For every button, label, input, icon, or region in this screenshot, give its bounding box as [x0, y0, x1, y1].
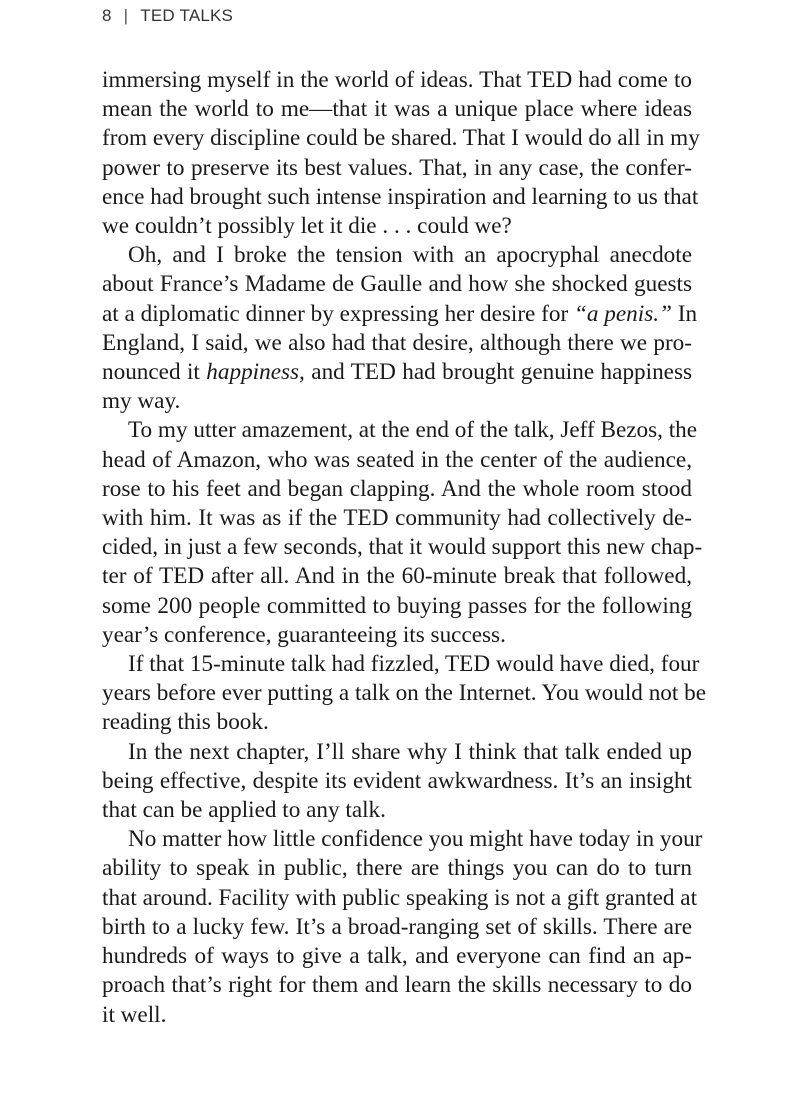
paragraph	[102, 825, 703, 1029]
text-line: hundreds of ways to give a talk, and everyone can find an ap-	[102, 943, 692, 970]
paragraph	[102, 241, 698, 416]
text-line: years before ever putting a talk on the Internet. You would not be	[102, 680, 707, 707]
paragraph	[102, 738, 692, 826]
text-line	[102, 300, 698, 329]
text-line: If that 15-minute talk had fizzled, TED would have died, four	[128, 651, 700, 678]
text-line: head of Amazon, who was seated in the center of the audience,	[102, 446, 692, 473]
text-line: ence had brought such intense inspiration and learning to us that	[102, 183, 699, 210]
text-line: ter of TED after all. And in the 60-minute break that followed,	[102, 563, 692, 590]
header-separator: |	[123, 6, 129, 25]
text-line: rose to his feet and began clapping. And the whole room stood	[102, 475, 692, 502]
text-line: about France’s Madame de Gaulle and how she shocked guests	[102, 271, 692, 298]
text-line: mean the world to me—that it was a unique place where ideas	[102, 96, 692, 123]
paragraph	[102, 66, 700, 241]
page-number: 8	[102, 6, 112, 25]
italic-run: “a penis.”	[573, 300, 672, 327]
paragraph	[102, 650, 707, 738]
text-line: reading this book.	[102, 709, 269, 736]
text-run: nounced it	[102, 359, 207, 386]
book-title: TED TALKS	[140, 6, 234, 25]
running-head	[102, 6, 233, 26]
italic-run: happiness,	[206, 359, 305, 386]
text-line: Oh, and I broke the tension with an apocryphal anecdote	[128, 242, 692, 269]
text-run: In	[671, 300, 698, 327]
paragraph	[102, 416, 703, 650]
text-line: proach that’s right for them and learn the skills necessary to do	[102, 972, 692, 999]
body-text	[102, 66, 707, 1030]
text-line: it well.	[102, 1001, 167, 1028]
text-run: at a diplomatic dinner by expressing her desire for	[102, 300, 574, 327]
text-line: from every discipline could be shared. That I would do all in my	[102, 125, 700, 152]
text-line: power to preserve its best values. That, in any case, the confer-	[102, 154, 692, 181]
text-line: my way.	[102, 388, 181, 415]
text-line: being effective, despite its evident awkwardness. It’s an insight	[102, 767, 692, 794]
text-line: year’s conference, guaranteeing its success.	[102, 621, 506, 648]
text-line: ability to speak in public, there are things you can do to turn	[102, 855, 692, 882]
text-run: and TED had brought genuine happiness	[304, 359, 693, 386]
text-line: birth to a lucky few. It’s a broad-ranging set of skills. There are	[102, 913, 692, 940]
text-line: England, I said, we also had that desire, although there we pro-	[102, 329, 692, 356]
text-line: cided, in just a few seconds, that it would support this new chap-	[102, 534, 703, 561]
text-line: some 200 people committed to buying passes for the following	[102, 592, 692, 619]
text-line: that can be applied to any talk.	[102, 797, 386, 824]
text-line: that around. Facility with public speaking is not a gift granted at	[102, 884, 698, 911]
text-line: we couldn’t possibly let it die . . . could we?	[102, 213, 512, 240]
text-line	[102, 358, 692, 387]
text-line: In the next chapter, I’ll share why I think that talk ended up	[128, 738, 692, 765]
text-line: To my utter amazement, at the end of the talk, Jeff Bezos, the	[128, 417, 698, 444]
text-line: with him. It was as if the TED community had collectively de-	[102, 505, 692, 532]
text-line: immersing myself in the world of ideas. That TED had come to	[102, 67, 692, 93]
text-line: No matter how little confidence you might have today in your	[128, 826, 703, 853]
